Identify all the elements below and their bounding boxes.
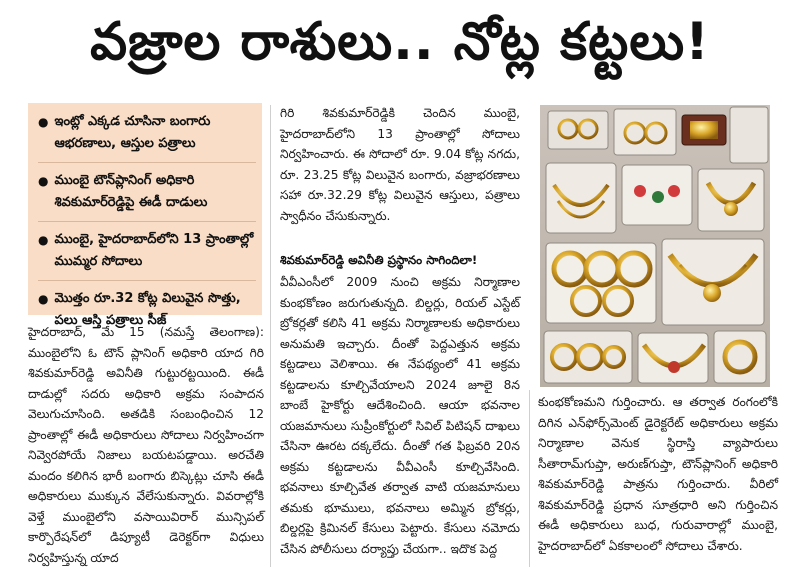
highlight-text: ఇంట్లో ఎక్కడ చూసినా బంగారు ఆభరణాలు, ఆస్తుల పత్రాలు bbox=[54, 114, 211, 151]
column-divider bbox=[529, 390, 530, 567]
highlight-text: ముంబై టౌన్‌ప్లానింగ్ అధికారి శివకుమార్‌రెడ్డిపై ఈడీ దాడులు bbox=[54, 173, 208, 210]
article-paragraph: హైదరాబాద్, మే 15 (నమస్తే తెలంగాణ): ముంబైలోని ఓ టౌన్ ప్లానింగ్ అధికారి యాద గిరి శివకుమార్‌రెడ్డి అవినీతి గుట్టురట్టయింది. ఈడీ దాడుల్లో సదరు అధికారి అక్రమ సంపాదన వెలుగుచూసింది. అతడికి సంబంధించిన 12 ప్రాంతాల్లో ఈడీ అధికారులు సోదాలు నిర్వహించగా నివ్వెరపోయే నిజాలు బయటపడ్డాయి. అరచేతి మందం కలిగిన భారీ బంగారు బిస్కెట్లు చూసి ఈడీ అధికారులు ముక్కున వేలేసుకున్నారు. వివరాల్లోకి వెళ్తే ముంబైలోని వసాయివిరార్ మున్సిపల్ కార్పొరేషన్‌లో డిప్యూటీ డెరెక్టర్‌గా విధులు నిర్వహిస్తున్న యాద bbox=[28, 325, 264, 565]
highlight-item bbox=[38, 170, 256, 214]
divider bbox=[38, 221, 256, 222]
highlight-text: మొత్తం రూ.32 కోట్ల విలువైన సొత్తు, పలు ఆస్తి పత్రాలు సీజ్ bbox=[54, 291, 241, 328]
highlight-item bbox=[38, 229, 256, 273]
article-paragraph: గిరి శివకుమార్‌రెడ్డికి చెందిన ముంబై, హైదరాబాద్‌లోని 13 ప్రాంతాల్లో సోదాలు నిర్వహించారు. ఈ సోదాలో రూ. 9.04 కోట్ల నగదు, రూ. 23.25 కోట్ల విలువైన బంగారు, వజ్రాభరణాలు సహా రూ.32.29 కోట్ల విలువైన ఆస్తులు, పత్రాలు స్వాధీనం చేసుకున్నారు. bbox=[280, 106, 520, 223]
article-column-middle-bottom bbox=[280, 272, 520, 570]
jewellery-image bbox=[540, 105, 770, 387]
column-divider bbox=[270, 105, 271, 567]
bullet-icon: ● bbox=[38, 174, 49, 188]
article-column-left bbox=[28, 322, 264, 570]
headline: వజ్రాల రాశులు.. నోట్ల కట్టలు! bbox=[90, 11, 710, 72]
article-paragraph: కుంభకోణమని గుర్తించారు. ఆ తర్వాత రంగంలోకి దిగిన ఎన్‌ఫోర్స్‌మెంట్ డైరెక్టరేట్ అధికారులు అక్రమ నిర్మాణాల వెనుక స్థిరాస్తి వ్యాపారులు సీతారామ్‌గుప్తా, అరుణ్‌గుప్తా, టౌన్‌ప్లానింగ్ అధికారి శివకుమార్‌రెడ్డి పాత్రను గుర్తించారు. వీరిలో శివకుమార్‌రెడ్డి ప్రధాన సూత్రధారి అని గుర్తించిన ఈడీ అధికారులు బుధ, గురువారాల్లో ముంబై, హైదరాబాద్‌లో ఏకకాలంలో సోదాలు చేశారు. bbox=[538, 395, 778, 553]
seized-jewellery-photo bbox=[540, 105, 770, 387]
highlight-text: ముంబై, హైదరాబాద్‌లోని 13 ప్రాంతాల్లో ముమ్మర సోదాలు bbox=[54, 232, 254, 269]
highlights-box bbox=[28, 103, 262, 328]
article-column-middle-top bbox=[280, 103, 520, 243]
bullet-icon: ● bbox=[38, 292, 49, 306]
divider bbox=[38, 162, 256, 163]
bullet-icon: ● bbox=[38, 115, 49, 129]
article-paragraph: వీవీఎంసీలో 2009 నుంచి అక్రమ నిర్మాణాల కుంభకోణం జరుగుతున్నది. బిల్డర్లు, రియల్ ఎస్టేట్ బ్రోకర్లతో కలిసి 41 అక్రమ నిర్మాణాలకు అధికారులు అనుమతి ఇచ్చారు. దీంతో పెద్దఎత్తున అక్రమ కట్టడాలు వెలిశాయి. ఈ నేపథ్యంలో 41 అక్రమ కట్టడాలను కూల్చివేయాలని 2024 జూలై 8న బాంబే హైకోర్టు ఆదేశించింది. ఆయా భవనాల యజమానులు సుప్రీంకోర్టులో సివిల్ పిటిషన్ దాఖలు చేసినా ఊరట దక్కలేదు. దీంతో గత ఫిబ్రవరి 20న అక్రమ కట్టడాలను వీవీఎంసీ కూల్చివేసింది. భవనాలు కూల్చివేత తర్వాత వాటి యజమానులు తమకు భూములు, భవనాలు అమ్మిన బ్రోకర్లు, బిల్డర్లపై క్రిమినల్ కేసులు పెట్టారు. కేసులు నమోదు చేసిన పోలీసులు దర్యాప్తు చేయగా.. ఇదొక పెద్ద bbox=[280, 275, 520, 556]
bullet-icon: ● bbox=[38, 233, 49, 247]
article-subhead: శివకుమార్‌రెడ్డి అవినీతి ప్రస్థానం సాగిందిలా! bbox=[280, 253, 478, 267]
article-column-right bbox=[538, 392, 778, 570]
highlight-item bbox=[38, 111, 256, 155]
divider bbox=[38, 280, 256, 281]
